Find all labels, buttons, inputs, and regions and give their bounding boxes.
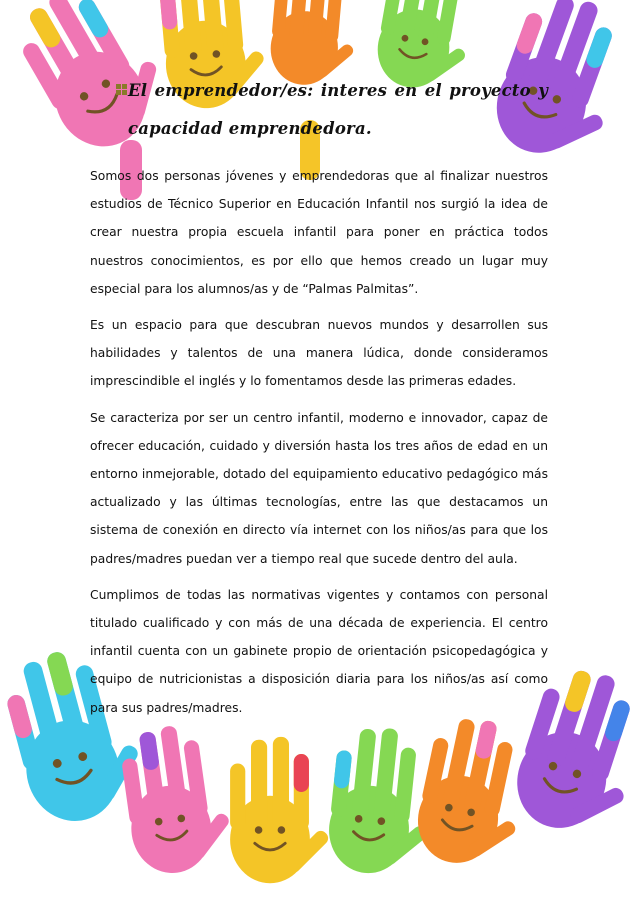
paragraph-1: Somos dos personas jóvenes y emprendedoras que al finalizar nuestros estudios de Técnico Superior en Educación Infantil nos surgió la idea de crear nuestra propia escuela infantil para poner en práctica todos nuestros conocimientos, es por ello que hemos creado un lugar muy especial para los alumnos/as y de “Palmas Palmitas”. — [90, 169, 548, 296]
section-heading — [90, 72, 548, 148]
bullet-icon — [116, 84, 128, 96]
paragraph-3: Se caracteriza por ser un centro infantil, moderno e innovador, capaz de ofrecer educación, cuidado y diversión hasta los tres años de edad en un entorno inmejorable, dotado del equipamiento educativo pedagógico más actualizado y las últimas tecnologías, entre las que destacamos un sistema de conexión en directo vía internet con los niños/as para que los padres/madres puedan ver a tiempo real que sucede dentro del aula. — [90, 410, 548, 566]
paragraph-2: Es un espacio para que descubran nuevos mundos y desarrollen sus habilidades y talentos de una manera lúdica, donde consideramos imprescindible el inglés y lo fomentamos desde las primeras edades. — [90, 318, 548, 389]
section-heading-text: El emprendedor/es: interes en el proyecto y capacidad emprendedora. — [128, 81, 548, 138]
paragraph-4: Cumplimos de todas las normativas vigentes y contamos con personal titulado cualificado y con más de una década de experiencia. El centro infantil cuenta con un gabinete propio de orientación psicopedagógica y equipo de nutricionistas a disposición diaria para los niños/as así como para sus padres/madres. — [90, 587, 548, 715]
document-body — [90, 72, 548, 730]
